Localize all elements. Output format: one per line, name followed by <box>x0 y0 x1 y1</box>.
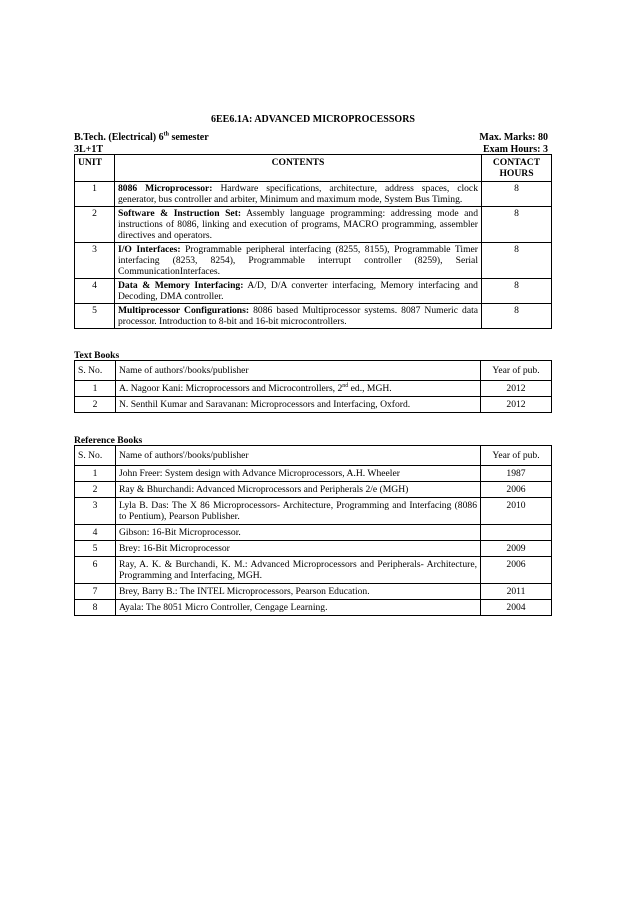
unit-text: Hardware specifications, architecture, address spaces, clock generator, bus controller and arbiter, Minimum and maximum mode, System Bus Timing. <box>118 183 478 205</box>
book-name: Brey, Barry B.: The INTEL Microprocessors, Pearson Education. <box>116 584 481 600</box>
book-name-main: N. Senthil Kumar and Saravanan: Microprocessors and Interfacing, Oxford. <box>119 399 411 410</box>
year-header: Year of pub. <box>481 446 552 466</box>
exam-hours: Exam Hours: 3 <box>483 144 548 155</box>
table-row <box>75 381 552 397</box>
unit-hours: 8 <box>482 207 552 243</box>
book-year: 2011 <box>481 584 552 600</box>
program-superscript: th <box>163 131 169 138</box>
book-name: Ayala: The 8051 Micro Controller, Cengage Learning. <box>116 600 481 616</box>
unit-text: 8086 based Multiprocessor systems. 8087 Numeric data processor. Introduction to 8-bit and 16-bit microcontrollers. <box>118 305 478 327</box>
book-name <box>116 381 481 397</box>
name-header: Name of authors'/books/publisher <box>116 361 481 381</box>
book-name: Lyla B. Das: The X 86 Microprocessors- Architecture, Programming and Interfacing (8086 to Pentium), Pearson Publisher. <box>116 498 481 525</box>
unit-number: 1 <box>75 182 115 207</box>
book-sno: 7 <box>75 584 116 600</box>
book-year <box>481 525 552 541</box>
table-row <box>75 584 552 600</box>
table-row <box>75 182 552 207</box>
book-name: John Freer: System design with Advance Microprocessors, A.H. Wheeler <box>116 466 481 482</box>
unit-contents <box>115 279 482 304</box>
table-row <box>75 279 552 304</box>
book-sno: 1 <box>75 381 116 397</box>
table-row <box>75 243 552 279</box>
book-sno: 2 <box>75 482 116 498</box>
unit-text: Assembly language programming: addressing mode and instructions of 8086, linking and execution of programs, MACRO programming, assembler directives and operators. <box>118 208 479 241</box>
unit-contents <box>115 182 482 207</box>
text-books-header-row <box>75 361 552 381</box>
book-name-superscript: nd <box>342 382 349 389</box>
table-row <box>75 600 552 616</box>
book-year: 2010 <box>481 498 552 525</box>
contents-header: CONTENTS <box>115 155 482 182</box>
book-name <box>116 397 481 413</box>
table-row <box>75 304 552 329</box>
year-header: Year of pub. <box>481 361 552 381</box>
book-year: 2006 <box>481 482 552 498</box>
book-sno: 1 <box>75 466 116 482</box>
unit-heading: I/O Interfaces: <box>118 244 181 255</box>
table-row <box>75 541 552 557</box>
book-year: 2006 <box>481 557 552 584</box>
unit-heading: 8086 Microprocessor: <box>118 183 213 194</box>
units-header-row <box>75 155 552 182</box>
unit-hours: 8 <box>482 304 552 329</box>
unit-text: A/D, D/A converter interfacing, Memory interfacing and Decoding, DMA controller. <box>118 280 478 302</box>
unit-number: 2 <box>75 207 115 243</box>
header-line-1 <box>74 132 552 143</box>
ltp-scheme: 3L+1T <box>74 144 104 155</box>
reference-books-table <box>74 445 552 616</box>
book-sno: 5 <box>75 541 116 557</box>
table-row <box>75 466 552 482</box>
book-name-rest: ed., MGH. <box>348 383 392 394</box>
table-row <box>75 525 552 541</box>
program-prefix: B.Tech. (Electrical) 6 <box>74 132 164 143</box>
table-row <box>75 557 552 584</box>
program-suffix: semester <box>168 132 209 143</box>
reference-books-label: Reference Books <box>74 435 143 446</box>
unit-text: Programmable peripheral interfacing (8255, 8155), Programmable Timer interfacing (8253, 8254), Programmable interrupt controller (8259), Serial CommunicationInterfaces. <box>118 244 478 277</box>
unit-contents <box>115 243 482 279</box>
book-sno: 3 <box>75 498 116 525</box>
unit-contents <box>115 207 482 243</box>
book-year: 2009 <box>481 541 552 557</box>
book-sno: 8 <box>75 600 116 616</box>
name-header: Name of authors'/books/publisher <box>116 446 481 466</box>
book-sno: 6 <box>75 557 116 584</box>
book-name: Gibson: 16-Bit Microprocessor. <box>116 525 481 541</box>
book-year: 1987 <box>481 466 552 482</box>
text-books-label: Text Books <box>74 350 120 361</box>
units-table <box>74 154 552 329</box>
book-name-main: A. Nagoor Kani: Microprocessors and Microcontrollers, 2 <box>119 383 343 394</box>
book-name: Ray, A. K. & Burchandi, K. M.: Advanced Microprocessors and Peripherals- Architecture, Programming and Interfacing, MGH. <box>116 557 481 584</box>
page-title: 6EE6.1A: ADVANCED MICROPROCESSORS <box>210 114 415 125</box>
unit-header: UNIT <box>75 155 115 182</box>
book-name: Ray & Bhurchandi: Advanced Microprocessors and Peripherals 2/e (MGH) <box>116 482 481 498</box>
contact-hours-header <box>482 155 552 182</box>
table-row <box>75 207 552 243</box>
contact-hours-line2: HOURS <box>499 168 534 179</box>
unit-heading: Software & Instruction Set: <box>118 208 242 219</box>
text-books-table <box>74 360 552 413</box>
book-name: Brey: 16-Bit Microprocessor <box>116 541 481 557</box>
unit-hours: 8 <box>482 279 552 304</box>
book-year: 2012 <box>481 397 552 413</box>
contact-hours-line1: CONTACT <box>492 157 541 168</box>
unit-hours: 8 <box>482 243 552 279</box>
unit-heading: Data & Memory Interfacing: <box>118 280 244 291</box>
book-sno: 2 <box>75 397 116 413</box>
unit-number: 4 <box>75 279 115 304</box>
book-year: 2004 <box>481 600 552 616</box>
reference-books-header-row <box>75 446 552 466</box>
book-year: 2012 <box>481 381 552 397</box>
sno-header: S. No. <box>75 361 116 381</box>
table-row <box>75 498 552 525</box>
book-sno: 4 <box>75 525 116 541</box>
unit-heading: Multiprocessor Configurations: <box>118 305 250 316</box>
unit-number: 5 <box>75 304 115 329</box>
unit-hours: 8 <box>482 182 552 207</box>
max-marks: Max. Marks: 80 <box>479 132 548 143</box>
unit-contents <box>115 304 482 329</box>
unit-number: 3 <box>75 243 115 279</box>
table-row <box>75 482 552 498</box>
table-row <box>75 397 552 413</box>
sno-header: S. No. <box>75 446 116 466</box>
